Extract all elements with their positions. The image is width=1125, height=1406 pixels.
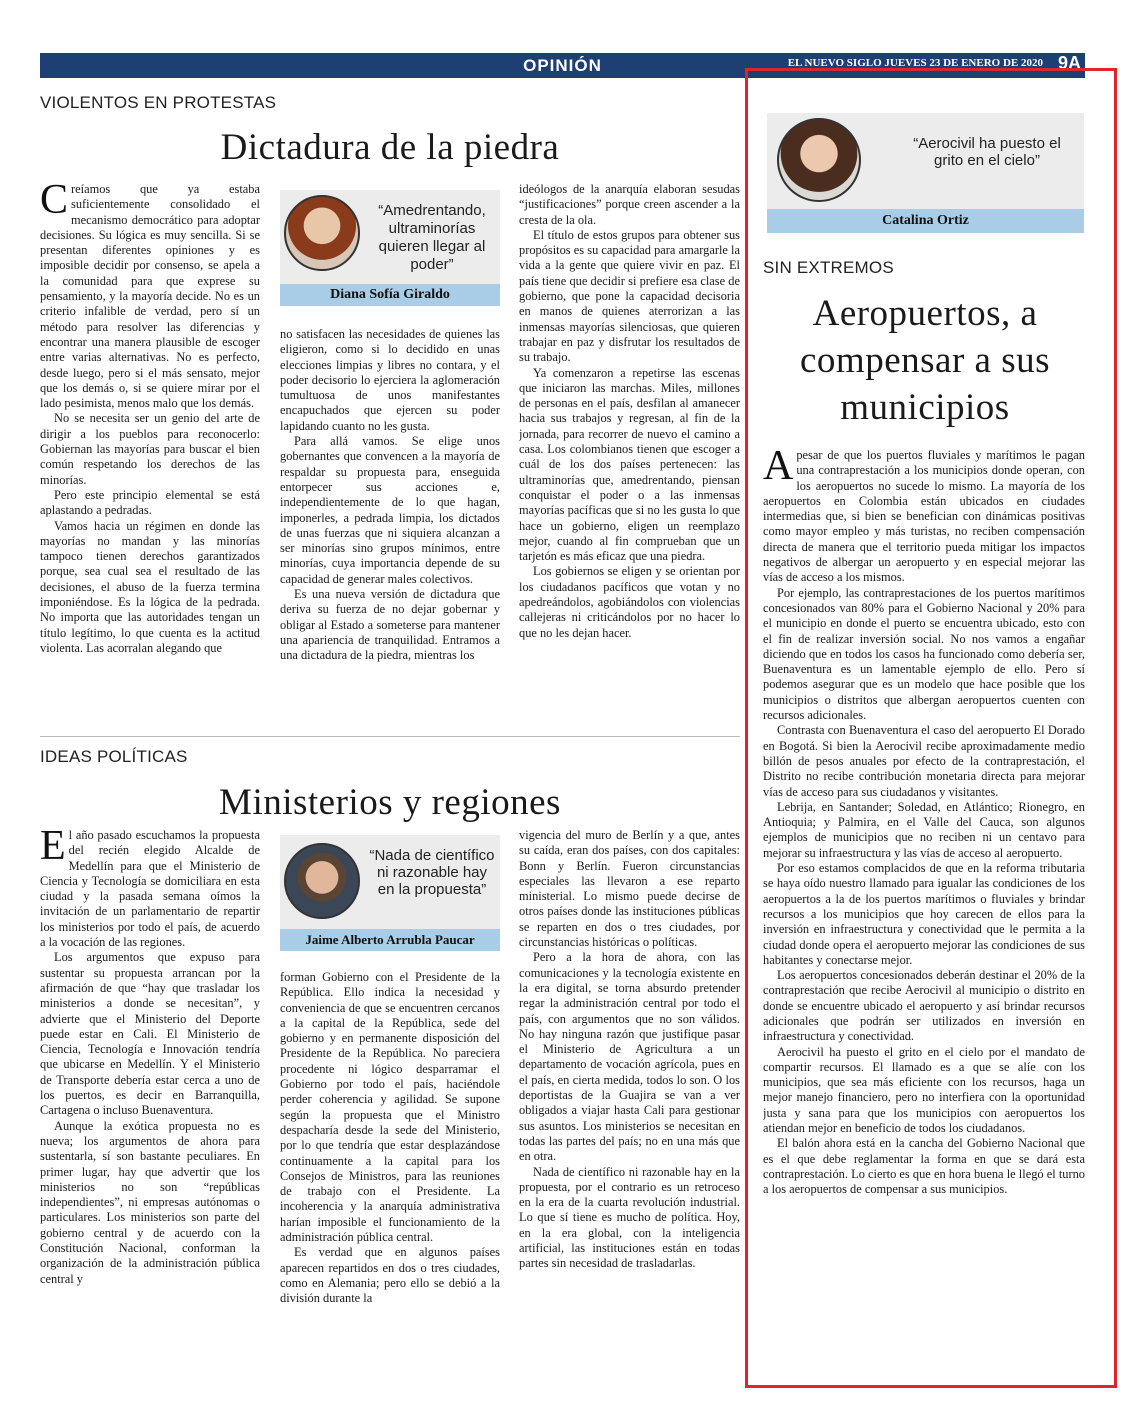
- paragraph: Para allá vamos. Se elige unos gobernantes que convencen a la mayoría de respaldar su propuesta para, enseguida entorpecer sus acciones e, independientemente de lo que hagan, imponerles, a pedrada limpia, los dictados de unas fuerzas que ni siquiera alcanzan a ser minorías sino grupos mínimos, entre minorías, cuya importancia depende de su capacidad de generar males colectivos.: [280, 434, 500, 586]
- paragraph: [40, 182, 260, 411]
- paragraph: Los aeropuertos concesionados deberán destinar el 20% de la contraprestación que recibe Aerocivil al municipio o distrito en donde se encuentre ubicado el aeropuerto y así brindar recursos adicionales que podrán ser utilizados en inversión en infraestructura y conectividad.: [763, 968, 1085, 1044]
- paragraph: Vamos hacia un régimen en donde las mayorías no mandan y las minorías tampoco tienen derechos garantizados porque, sea cual sea el resultado de las decisiones, el abuso de la fuerza termina imponiéndose. Es la lógica de la pedrada. No importa que las autoridades tengan un título legítimo, lo que cuenta es la actitud violenta. Las acorralan alegando que: [40, 518, 260, 655]
- article2-column-3: [519, 828, 740, 1350]
- paragraph: Nada de científico ni razonable hay en la propuesta, por el contrario es un retroceso en la era de la cuarta revolución industrial. Lo que sí tiene es mucho de política. Hoy, en la era global, con la inteligencia artificial, las instituciones están en todas partes sin necesidad de trasladarlas.: [519, 1164, 740, 1271]
- paragraph: no satisfacen las necesidades de quienes las eligieron, como si lo decidido en unas elecciones limpias y libres no contara, y el poder decisorio lo ejerciera la aglomeración tumultuosa de unos manifestantes encapuchados que ejercen su poder lapidando cuanto no les gusta.: [280, 327, 500, 433]
- paragraph: Los gobiernos se eligen y se orientan por los ciudadanos pacíficos que votan y no apedreándolos, agobiándolos con violencias callejeras ni criticándolos por no hacer lo que no les dejan hacer.: [519, 564, 740, 640]
- article1-author-name: Diana Sofía Giraldo: [280, 284, 500, 306]
- drop-cap: C: [40, 182, 69, 223]
- drop-cap: A: [763, 448, 794, 489]
- article2-headline: Ministerios y regiones: [219, 782, 561, 823]
- paragraph-text: pesar de que los puertos fluviales y marítimos le pagan una contraprestación a los municipios donde operan, con los aeropuertos no sucede lo mismo. La mayoría de los aeropuertos en Colombia están ubicados en ciudades intermedias que, si bien se benefician con dinámicas positivas como mayor empleo y más turistas, no reciben compensación directa de manera que el territorio pueda mitigar los impactos negativos de albergar un aeropuerto y en especial mejorar las vías de acceso a los mismos.: [763, 448, 1085, 585]
- paragraph: El balón ahora está en la cancha del Gobierno Nacional que es el que debe reglamentar la forma en que se dará esta contraprestación. Lo cierto es que en hora buena le llegó el turno a los aeropuertos de compensar a sus municipios.: [763, 1136, 1085, 1197]
- paragraph: El título de estos grupos para obtener sus propósitos es su capacidad para amargarle la vida a la gente que quiere vivir en paz. El país tiene que decidir si prefiere esa clase de gobierno, que pone la capacidad decisoria en manos de quienes aterrorizan a las inmensas mayorías silenciosas, que quieren trabajar en paz y disfrutar los resultados de su trabajo.: [519, 227, 740, 365]
- dateline-text: EL NUEVO SIGLO JUEVES 23 DE ENERO DE 2020: [787, 57, 1043, 69]
- paragraph: ideólogos de la anarquía elaboran sesudas “justificaciones” porque creen ascender a la cresta de la ola.: [519, 182, 740, 227]
- article1-pull-quote: “Amedrentando, ultraminorías quieren llegar al poder”: [378, 202, 486, 273]
- paragraph: [40, 828, 260, 950]
- highlight-frame: [745, 68, 1117, 1388]
- article1-column-2: [280, 327, 500, 722]
- article2-pull-quote: “Nada de científico ni razonable hay en la propuesta”: [369, 847, 495, 898]
- article-divider: [40, 736, 740, 737]
- paragraph: Pero este principio elemental se está aplastando a pedradas.: [40, 487, 260, 518]
- article1-quote-box: [280, 190, 500, 306]
- article3-headline: Aeropuertos, a compensar a sus municipios: [800, 293, 1050, 428]
- page-number: 9A: [1057, 53, 1081, 73]
- paragraph: No se necesita ser un genio del arte de dirigir a los pueblos para reconocerlo: Gobiernan las mayorías para buscar el bien común respetando los derechos de las minorías.: [40, 411, 260, 487]
- article2-author-name: Jaime Alberto Arrubla Paucar: [280, 929, 500, 951]
- author-portrait-icon: [284, 843, 360, 919]
- paragraph: Aerocivil ha puesto el grito en el cielo por el mandato de compartir recursos. El llamado es a que se alíe con los municipios, que sea más eficiente con los recursos, haga un mejor manejo financiero, pero no interfiera con la oportunidad justa y sana para que los municipios con aeropuertos los atiendan mejor en beneficio de todos los ciudadanos.: [763, 1044, 1085, 1136]
- article3-kicker: SIN EXTREMOS: [763, 258, 894, 277]
- paragraph: Lebrija, en Santander; Soledad, en Atlántico; Rionegro, en Antioquia; y Palmira, en el Valle del Cauca, son algunos ejemplos de municipios que no reciben ni un centavo para mejorar su infraestructura y las vías de acceso al aeropuerto.: [763, 799, 1085, 860]
- paragraph: vigencia del muro de Berlín y a que, antes su caída, eran dos países, con dos capitales: Bonn y Berlín. Fueron circunstancias especiales las llevaron a ese reparto ministerial. Lo mismo puede decirse de otros países donde las instituciones públicas se reparten en dos o tres ciudades, por circunstancias históricas o políticas.: [519, 828, 740, 950]
- article3-author-name: Catalina Ortiz: [767, 209, 1084, 233]
- paragraph: forman Gobierno con el Presidente de la República. Ello indica la necesidad y conveniencia de que se encuentren cercanos a la capital de la República, sede del gobierno y en permanente disposición del Presidente de la República. No pareciera procedente ni lógico desparramar el Gobierno por todo el país, haciéndole perder coherencia y agilidad. Se supone según la propuesta que el Ministro despacharía desde la sede del Ministerio, por lo que tendría que estar desplazándose continuamente a la capital para los Consejos de Ministros, para las reuniones de trabajo con el Presidente. La incoherencia y la anarquía administrativa harían imposible el funcionamiento de la administración pública central.: [280, 970, 500, 1245]
- article1-headline: Dictadura de la piedra: [220, 127, 560, 168]
- paragraph: Pero a la hora de ahora, con las comunicaciones y la tecnología existente en la era digital, se torna absurdo pretender regar la administración central por todo el país, con argumentos que no son válidos. No hay ninguna razón que justifique pasar el Ministerio de Agricultura a un departamento de vocación agrícola, pues en el país, en cierta medida, todos lo son. O los deportistas de la Guajira se van a ver obligados a viajar hasta Cali para gestionar sus asuntos. Los ministerios se necesitan en todas las partes del país; no en una más que en otra.: [519, 950, 740, 1164]
- drop-cap: E: [40, 828, 66, 869]
- paragraph: Los argumentos que expuso para sustentar su propuesta arrancan por la afirmación de que “hay que trasladar los ministerios a donde se necesitan”, y advierte que el Ministerio del Deporte puede estar en Cali. El Ministerio de Ciencia, Tecnología e Innovación tendría que ubicarse en Medellín. Y el Ministerio de Transporte debería estar cerca a uno de los puertos, es decir en Barranquilla, Cartagena o incluso Buenaventura.: [40, 950, 260, 1118]
- paragraph: Por ejemplo, las contraprestaciones de los puertos marítimos concesionados van 80% para el Gobierno Nacional y 20% para el municipio en donde el puerto se encuentra ubicado, esto con el fin de realizar inversión social. No nos vamos a engañar diciendo que en todos los casos ha funcionado como debería ser, Buenaventura es un lamentable ejemplo de ello. Pero sí podemos asegurar que es un modelo que hace posible que los municipios o distritos que albergan aeropuertos cuenten con recursos adicionales.: [763, 585, 1085, 723]
- paragraph: Ya comenzaron a repetirse las escenas que iniciaron las marchas. Miles, millones de personas en el país, desfilan al amanecer hacia sus trabajos y regresan, al fin de la jornada, para recorrer de nuevo el camino a casa. Los colombianos tienen que escoger a cuál de los dos países pertenecen: las ultraminorías que, amedrentando, piensan conquistar el poder o a las inmensas mayorías pacíficas que si no les gusta lo que hace un gobierno, eligen un reemplazo mejor, cuando al fin comprueban que un tarjetón es más eficaz que una piedra.: [519, 365, 740, 564]
- author-portrait-icon: [284, 195, 360, 271]
- article2-column-2: [280, 970, 500, 1350]
- paragraph-text: l año pasado escuchamos la propuesta del recién elegido Alcalde de Medellín para que el Ministerio de Ciencia y Tecnología se domiciliara en esta ciudad y la pasada semana oímos la invitación de un parlamentario de repartir los ministerios por todo el país, de acuerdo a la vocación de las regiones.: [40, 828, 260, 950]
- section-title: OPINIÓN: [523, 56, 602, 75]
- paragraph: Es una nueva versión de dictadura que deriva su fuerza de no dejar gobernar y obligar al Estado a someterse para mantener una apariencia de tranquilidad. Entramos a una dictadura de la piedra, mientras los: [280, 587, 500, 663]
- paragraph: Aunque la exótica propuesta no es nueva; los argumentos de ahora para sustentarla, sí son bastante peculiares. En primer lugar, hay que advertir que los ministerios no son “repúblicas independientes”, ni empresas autónomas o particulares. Los ministerios son parte del gobierno central y de acuerdo con la Constitución Nacional, conforman la organización de la administración pública central y: [40, 1118, 260, 1286]
- article2-kicker: IDEAS POLÍTICAS: [40, 747, 188, 766]
- article1-column-1: [40, 182, 260, 722]
- paragraph: Es verdad que en algunos países aparecen repartidos en dos o tres ciudades, como en Alemania; pero ello se debió a la división durante la: [280, 1245, 500, 1306]
- article3-pull-quote: “Aerocivil ha puesto el grito en el cielo”: [913, 135, 1061, 169]
- article1-kicker: VIOLENTOS EN PROTESTAS: [40, 93, 277, 112]
- paragraph-text: reíamos que ya estaba suficientemente consolidado el mecanismo democrático para adoptar decisiones. Su lógica es muy sencilla. Si se presentan diferentes opiniones y es imposible decidir por consenso, se apela a la comunidad para que exprese su pensamiento, y la mayoría decide. No es un criterio infalible de verdad, pero sí un método para resolver las diferencias y encontrar una manera plausible de escoger entre varias alternativas. No es perfecto, desde luego, pero si el más sensato, mejor que los demás o, si se quiere mirar por el lado pesimista, menos malo que los demás.: [40, 182, 260, 411]
- article1-column-3: [519, 182, 740, 722]
- paragraph: Contrasta con Buenaventura el caso del aeropuerto El Dorado en Bogotá. Si bien la Aerocivil recibe aproximadamente medio billón de pesos anuales por efecto de la contraprestación, el Distrito no recibe contribución monetaria directa para mejorar vías de acceso para sus ciudadanos y visitantes.: [763, 723, 1085, 799]
- article2-column-1: [40, 828, 260, 1350]
- paragraph: Por eso estamos complacidos de que en la reforma tributaria se haya oído nuestro llamado para igualar las condiciones de los aeropuertos a la de los puertos marítimos o fluviales y brindar recursos a los municipios que hoy carecen de ellos para la inversión en infraestructura y conectividad que le permita a la ciudad donde opera el aeropuerto mejorar las condiciones de sus habitantes y conectarse mejor.: [763, 861, 1085, 967]
- article2-quote-box: [280, 835, 500, 951]
